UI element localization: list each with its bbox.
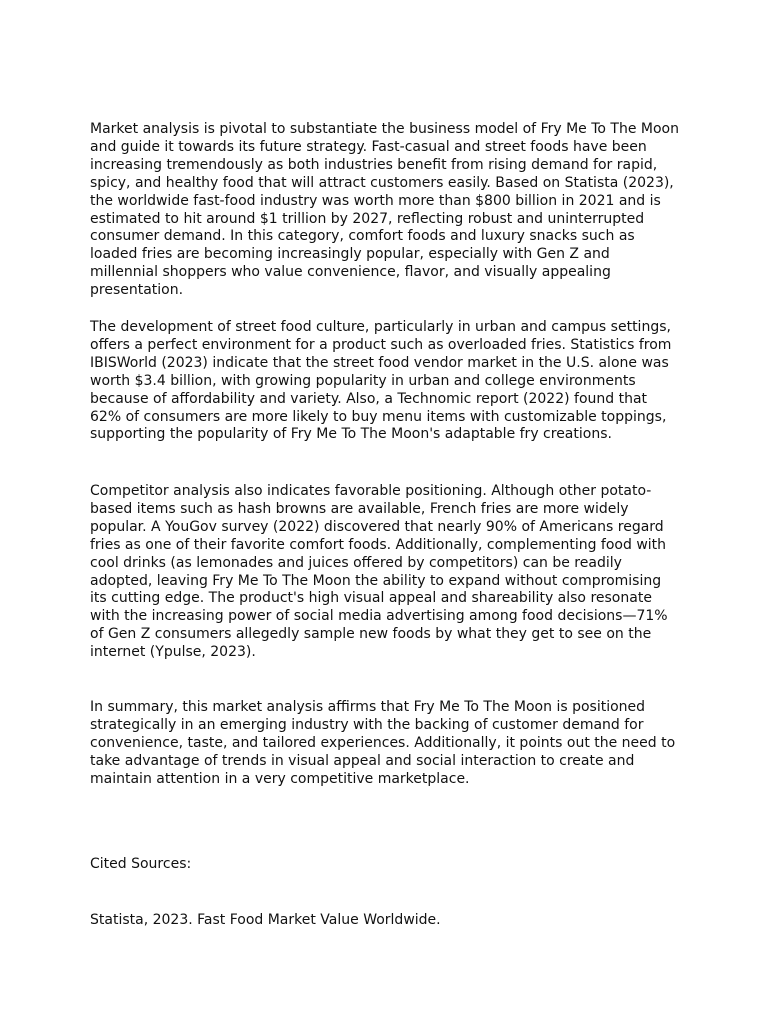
paragraph-street-food-culture: The development of street food culture, particularly in urban and campus settings, offers a perfect environment for a product such as overloaded fries. Statistics from IBISWorld (2023) indicate that the street food vendor market in the U.S. alone was worth $3.4 billion, with growing popularity in urban and college environments because of affordability and variety. Also, a Technomic report (2022) found that 62% of consumers are more likely to buy menu items with customizable toppings, supporting the popularity of Fry Me To The Moon's adaptable fry creations. [90, 319, 672, 443]
cited-sources-heading: Cited Sources: [90, 856, 192, 872]
paragraph-summary: In summary, this market analysis affirms that Fry Me To The Moon is positioned strategically in an emerging industry with the backing of customer demand for convenience, taste, and tailored experiences. Additionally, it points out the need to take advantage of trends in visual appeal and social interaction to create and maintain attention in a very competitive marketplace. [90, 699, 676, 787]
paragraph-market-overview: Market analysis is pivotal to substantiate the business model of Fry Me To The Moon and guide it towards its future strategy. Fast-casual and street foods have been increasing tremendously as both industries benefit from rising demand for rapid, spicy, and healthy food that will attract customers easily. Based on Statista (2023), the worldwide fast-food industry was worth more than $800 billion in 2021 and is estimated to hit around $1 trillion by 2027, reflecting robust and uninterrupted consumer demand. In this category, comfort foods and luxury snacks such as loaded fries are becoming increasingly popular, especially with Gen Z and millennial shoppers who value convenience, flavor, and visually appealing presentation. [90, 121, 679, 299]
cited-source-item: Statista, 2023. Fast Food Market Value Worldwide. [90, 912, 441, 928]
paragraph-competitor-analysis: Competitor analysis also indicates favorable positioning. Although other potato-based items such as hash browns are available, French fries are more widely popular. A YouGov survey (2022) discovered that nearly 90% of Americans regard fries as one of their favorite comfort foods. Additionally, complementing food with cool drinks (as lemonades and juices offered by competitors) can be readily adopted, leaving Fry Me To The Moon the ability to expand without compromising its cutting edge. The product's high visual appeal and shareability also resonate with the increasing power of social media advertising among food decisions—71% of Gen Z consumers allegedly sample new foods by what they get to see on the internet (Ypulse, 2023). [90, 483, 668, 661]
